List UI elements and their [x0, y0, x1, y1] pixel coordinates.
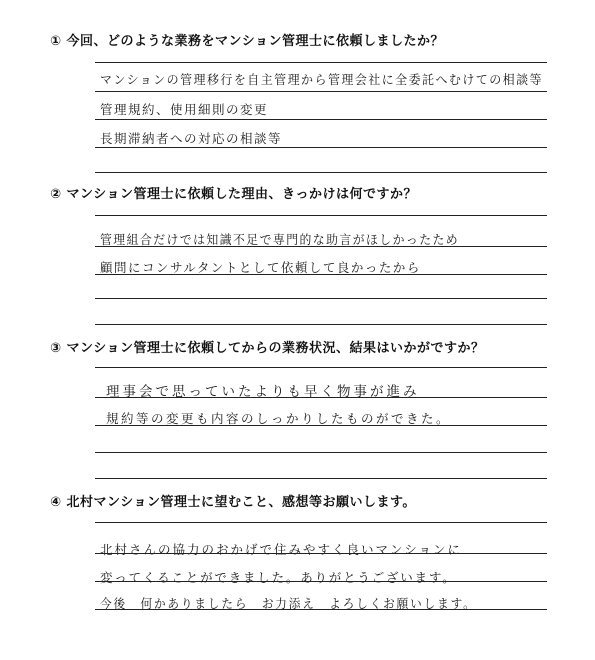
- question-1-answer-3: 長期滞納者への対応の相談等: [100, 131, 283, 146]
- question-2-answer-2: 顧問にコンサルタントとして依頼して良かったから: [100, 260, 421, 275]
- answer-line: [95, 367, 547, 368]
- question-3-answer-2: 規約等の変更も内容のしっかりしたものができた。: [106, 411, 452, 426]
- answer-line: [95, 62, 547, 63]
- answer-line: [95, 91, 547, 92]
- question-1-answer-1: マンションの管理移行を自主管理から管理会社に全委託へむけての相談等: [100, 72, 543, 87]
- question-4-answer-1: 北村さんの協力のおかげで住みやすく良いマンションに: [100, 542, 462, 557]
- answer-line: [95, 215, 547, 216]
- question-3-title: ③ マンション管理士に依頼してからの業務状況、結果はいかがですか？: [50, 341, 485, 356]
- answer-line: [95, 522, 547, 523]
- answer-line: [95, 553, 547, 554]
- answer-line: [95, 581, 547, 582]
- answer-line: [95, 246, 547, 247]
- question-3-answer-1: 理事会で思っていたよりも早く物事が進み: [106, 384, 420, 400]
- answer-line: [95, 324, 547, 325]
- question-4-answer-3: 今後 何かありましたら お力添え よろしくお願いします。: [100, 596, 477, 611]
- answer-line: [95, 119, 547, 120]
- answer-line: [95, 397, 547, 398]
- answer-line: [95, 452, 547, 453]
- answer-line: [95, 425, 547, 426]
- question-2-answer-1: 管理組合だけでは知識不足で専門的な助言がほしかったため: [100, 232, 460, 247]
- question-2-title: ② マンション管理士に依頼した理由、きっかけは何ですか？: [50, 187, 417, 202]
- question-4-title: ④ 北村マンション管理士に望むこと、感想等お願いします。: [50, 495, 416, 510]
- answer-line: [95, 172, 547, 173]
- question-1-title: ① 今回、どのような業務をマンション管理士に依頼しましたか？: [50, 34, 444, 49]
- answer-line: [95, 147, 547, 148]
- answer-line: [95, 298, 547, 299]
- answer-line: [95, 478, 547, 479]
- question-1-answer-2: 管理規約、使用細則の変更: [100, 102, 269, 117]
- answer-line: [95, 609, 547, 610]
- question-4-answer-2: 変ってくることができました。ありがとうございます。: [100, 570, 457, 585]
- answer-line: [95, 274, 547, 275]
